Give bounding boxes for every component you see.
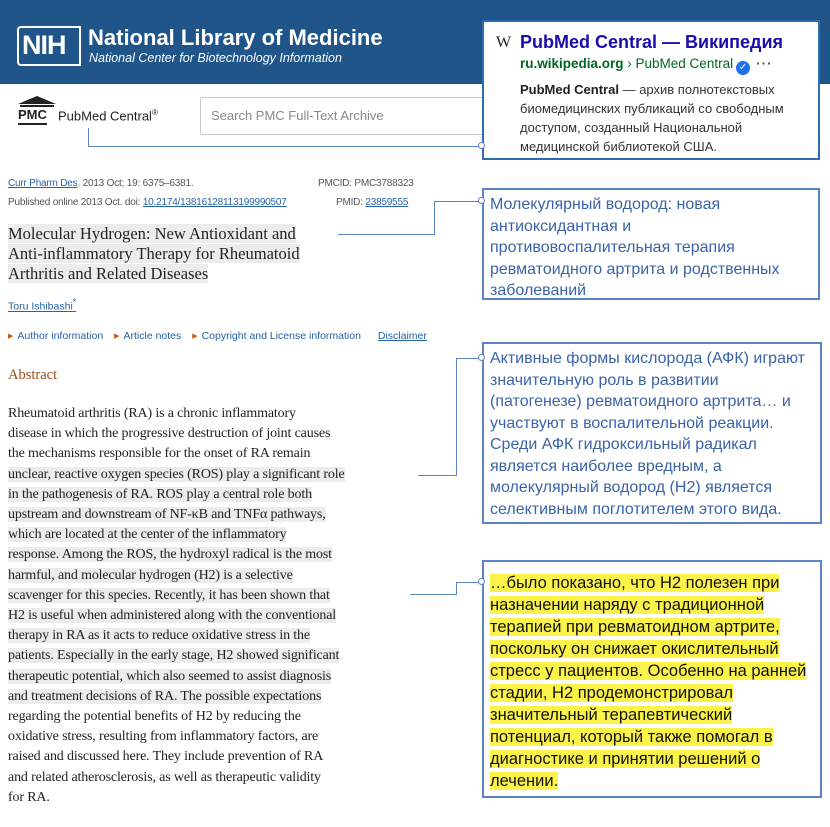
abstract-line: therapy in RA as it acts to reduce oxidative stress in the — [8, 628, 310, 644]
nih-logo-text: NIH — [22, 30, 66, 60]
connector-line — [456, 358, 480, 359]
abstract-line: Rheumatoid arthritis (RA) is a chronic inflammatory — [8, 406, 296, 421]
connector-line — [434, 201, 480, 202]
abstract-line: the mechanisms responsible for the onset of RA remain — [8, 446, 311, 462]
journal-link[interactable]: Curr Pharm Des — [8, 178, 78, 189]
connector-line — [88, 146, 480, 147]
triangle-right-icon: ▶ — [114, 333, 120, 340]
verified-icon: ✓ — [736, 61, 750, 75]
search-input[interactable] — [211, 108, 471, 123]
abstract-line: response. Among the ROS, the hydroxyl radical is the most — [8, 547, 332, 563]
nlm-subtitle: National Center for Biotechnology Information — [89, 51, 342, 65]
callout-h2-translation: …было показано, что H2 полезен при назначении наряду с традиционной терапией при ревматоидном артрите, поскольку он снижает окислительный стресс у пациентов. Особенно на ранней стадии, H2 продемонстрировал значительный терапевтический потенциал, который также помогал в диагностике и принятии решений о лечении. — [482, 560, 822, 798]
wikipedia-snippet — [482, 20, 820, 160]
author-link[interactable]: Toru Ishibashi* — [8, 297, 77, 313]
connector-dot — [478, 142, 485, 149]
wikipedia-title-link[interactable]: PubMed Central — Википедия — [520, 32, 784, 52]
abstract-line: harmful, and molecular hydrogen (H2) is a selective — [8, 567, 293, 583]
abstract-line: upstream and downstream of NF-κB and TNFα pathways, — [8, 507, 326, 523]
abstract-line: and related atherosclerosis, as well as therapeutic validity — [8, 769, 321, 785]
triangle-right-icon: ▶ — [8, 333, 14, 340]
abstract-line: unclear, reactive oxygen species (ROS) play a significant role — [8, 466, 345, 482]
disclaimer-link[interactable]: Disclaimer — [377, 330, 427, 342]
connector-dot — [478, 354, 485, 361]
abstract-line: and treatment decisions of RA. The possible expectations — [8, 688, 322, 704]
connector-line — [338, 234, 434, 235]
abstract-line: in the pathogenesis of RA. ROS play a central role both — [8, 486, 312, 502]
article-notes-link[interactable]: Article notes — [123, 330, 182, 342]
doi-link[interactable]: 10.2174/13816128113199990507 — [142, 197, 287, 208]
published-line: Published online 2013 Oct. doi: 10.2174/13816128113199990507 — [8, 197, 287, 208]
abstract-line: patients. Especially in the early stage, H2 showed significant — [8, 648, 340, 664]
connector-line — [434, 201, 435, 235]
copyright-link[interactable]: Copyright and License information — [201, 330, 361, 342]
article-info-links — [8, 330, 427, 342]
author-information-link[interactable]: Author information — [17, 330, 104, 342]
connector-line — [88, 128, 89, 146]
more-options-icon[interactable]: ··· — [756, 56, 773, 71]
pmc-roof-icon — [18, 96, 56, 104]
callout-title-translation: Молекулярный водород: новая антиоксидантная и противовоспалительная терапия ревматоидного артрита и родственных заболеваний — [482, 188, 820, 300]
abstract-line: scavenger for this species. Recently, it has been shown that — [8, 587, 330, 603]
pmid-link[interactable]: 23859555 — [365, 197, 409, 208]
pmc-logo-text: PMC — [18, 107, 47, 125]
wikipedia-icon: W — [496, 34, 512, 51]
article-title: Molecular Hydrogen: New Antioxidant and Anti-inflammatory Therapy for Rheumatoid Arthritis and Related Diseases — [8, 224, 300, 283]
connector-dot — [478, 197, 485, 204]
triangle-right-icon: ▶ — [192, 333, 198, 340]
pmc-logo[interactable] — [16, 96, 176, 132]
abstract-text — [8, 404, 420, 808]
abstract-line: oxidative stress, resulting from inflammatory factors, are — [8, 729, 319, 745]
pmc-name: PubMed Central® — [58, 108, 158, 124]
search-box[interactable] — [200, 97, 490, 135]
wikipedia-breadcrumb: › PubMed Central — [623, 56, 734, 71]
wikipedia-description: PubMed Central — архив полнотекстовых биомедицинских публикаций со свободным доступом, созданный Национальной медицинской библиотекой США. — [520, 82, 784, 154]
citation-line: Curr Pharm Des. 2013 Oct; 19: 6375–6381. — [8, 178, 194, 189]
pmcid: PMCID: PMC3788323 — [318, 178, 414, 189]
abstract-heading: Abstract — [8, 367, 58, 383]
connector-line — [456, 358, 457, 476]
pmid: PMID: 23859555 — [336, 197, 409, 208]
connector-dot — [478, 578, 485, 585]
connector-line — [418, 475, 456, 476]
abstract-line: therapeutic potential, which also seemed to assist diagnosis — [8, 668, 332, 684]
nlm-title[interactable]: National Library of Medicine — [88, 25, 383, 50]
connector-line — [410, 594, 456, 595]
connector-line — [456, 582, 480, 583]
wikipedia-domain: ru.wikipedia.org — [520, 56, 624, 71]
abstract-line: which are located at the center of the inflammatory — [8, 527, 287, 543]
abstract-line: disease in which the progressive destruction of joint causes — [8, 426, 331, 442]
abstract-line: regarding the potential benefits of H2 by reducing the — [8, 709, 301, 725]
abstract-line: for RA. — [8, 789, 50, 805]
abstract-line: H2 is useful when administered along with the conventional — [8, 608, 337, 624]
wikipedia-url[interactable] — [520, 56, 773, 75]
connector-line — [456, 582, 457, 595]
callout-ros-translation: Активные формы кислорода (АФК) играют значительную роль в развитии (патогенезе) ревматоидного артрита… и участвуют в воспалительной реакции. Среди АФК гидроксильный радикал является наиболее вредным, а молекулярный водород (H2) является селективным поглотителем этого вида. — [482, 342, 822, 524]
abstract-line: raised and discussed here. They include prevention of RA — [8, 749, 324, 765]
